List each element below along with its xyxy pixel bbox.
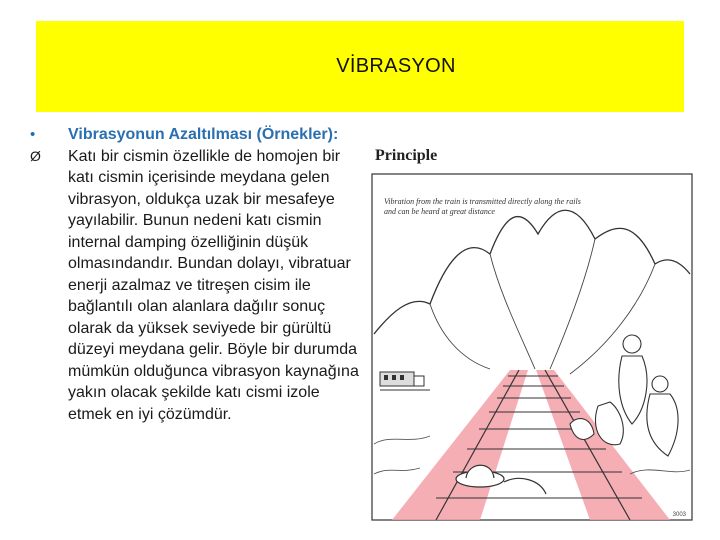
page-title: VİBRASYON xyxy=(336,55,456,77)
round-bullet-icon: • xyxy=(30,126,36,143)
heading-row xyxy=(28,124,363,146)
paragraph-row xyxy=(28,146,363,426)
figure-title: Principle xyxy=(375,147,438,164)
body-paragraph: Katı bir cismin özellikle de homojen bir katı cismin içerisinde meydana gelen vibrasyon, oldukça uzak bir mesafeye yayılabilir. Bunun nedeni katı cismin internal damping özelliğinin düşük olmasındandır. Bundan dolayı, vibratuar enerji azalmaz ve titreşen cisim ile bağlantılı olan alanlara dağılır sonuç olarak da yüksek seviyede bir gürültü düzeyi meydana gelir. Böyle bir durumda mümkün olduğunca vibrasyon kaynağına yakın olacak şekilde katı cismi izole etmek en iyi çözümdür. xyxy=(68,147,359,423)
figure-caption: Vibration from the train is transmitted directly along the rails and can be heard at great distance xyxy=(384,197,581,216)
section-heading: Vibrasyonun Azaltılması (Örnekler): xyxy=(68,126,339,143)
title-bar xyxy=(36,21,684,112)
figure-corner-mark: 3003 xyxy=(672,512,686,518)
content-body xyxy=(28,124,363,425)
principle-illustration xyxy=(370,144,694,522)
arrow-bullet-icon: Ø xyxy=(30,147,41,164)
